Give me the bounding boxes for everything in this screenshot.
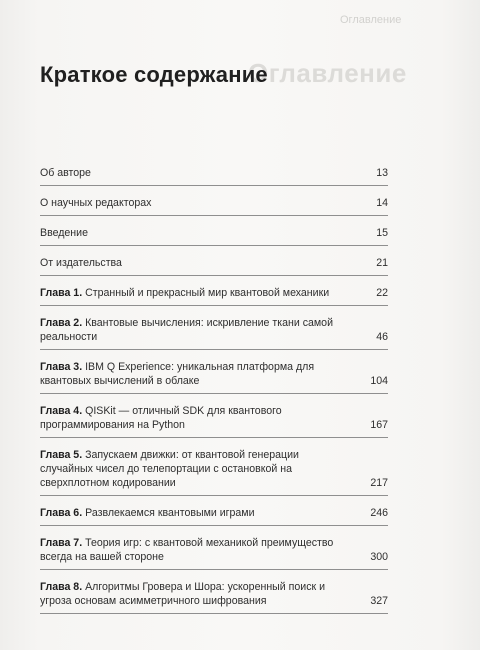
toc-chapter-number: Глава 6. [40,507,83,519]
toc-entry-page: 15 [376,227,388,239]
toc-chapter-number: Глава 1. [40,287,83,299]
toc-chapter-number: Глава 7. [40,537,83,549]
toc-entry-text: Развлекаемся квантовыми играми [85,507,255,519]
toc-entry-text: Теория игр: с квантовой механикой преимущество всегда на вашей стороне [40,537,334,563]
toc-entry [40,394,388,438]
toc-entry [40,350,388,394]
toc-entry-text: Квантовые вычисления: искривление ткани самой реальности [40,317,333,343]
toc-entry [40,306,388,350]
toc-entry [40,570,388,614]
toc-entry-text: Странный и прекрасный мир квантовой механики [85,287,330,299]
toc-chapter-number: Глава 2. [40,317,83,329]
page-title: Краткое содержание [40,62,268,87]
toc-entry-text: QISKit — отличный SDK для квантового программирования на Python [40,405,282,431]
toc-entry [40,216,388,246]
toc-entry-page: 46 [376,331,388,343]
toc-chapter-number: Глава 5. [40,449,83,461]
toc-entry-text: IBM Q Experience: уникальная платформа для квантовых вычислений в облаке [40,361,315,387]
toc-entry [40,526,388,570]
toc-chapter-number: Глава 4. [40,405,83,417]
toc-entry [40,276,388,306]
toc-entry-page: 300 [370,551,388,563]
toc-chapter-number: Глава 3. [40,361,83,373]
toc-entry [40,438,388,496]
ghost-title: Оглавление [248,58,407,88]
table-of-contents [40,162,388,614]
toc-entry-text: Запускаем движки: от квантовой генерации случайных чисел до телепортации с остановкой на сверхплотном кодировании [40,449,299,489]
toc-entry-text: О научных редакторах [40,197,152,209]
toc-entry-page: 21 [376,257,388,269]
toc-entry [40,162,388,186]
ghost-running-header: Оглавление [340,14,402,26]
toc-entry-page: 167 [370,419,388,431]
toc-chapter-number: Глава 8. [40,581,83,593]
toc-entry-page: 13 [376,167,388,179]
toc-entry-page: 246 [370,507,388,519]
toc-entry [40,496,388,526]
toc-entry-page: 327 [370,595,388,607]
toc-entry-page: 14 [376,197,388,209]
toc-entry-text: Об авторе [40,167,91,179]
toc-entry-page: 217 [370,477,388,489]
toc-entry-page: 22 [376,287,388,299]
toc-entry [40,246,388,276]
toc-entry-text: Алгоритмы Гровера и Шора: ускоренный поиск и угроза основам асимметричного шифрования [40,581,325,607]
toc-entry-page: 104 [370,375,388,387]
toc-entry [40,186,388,216]
toc-entry-text: Введение [40,227,88,239]
toc-entry-text: От издательства [40,257,122,269]
